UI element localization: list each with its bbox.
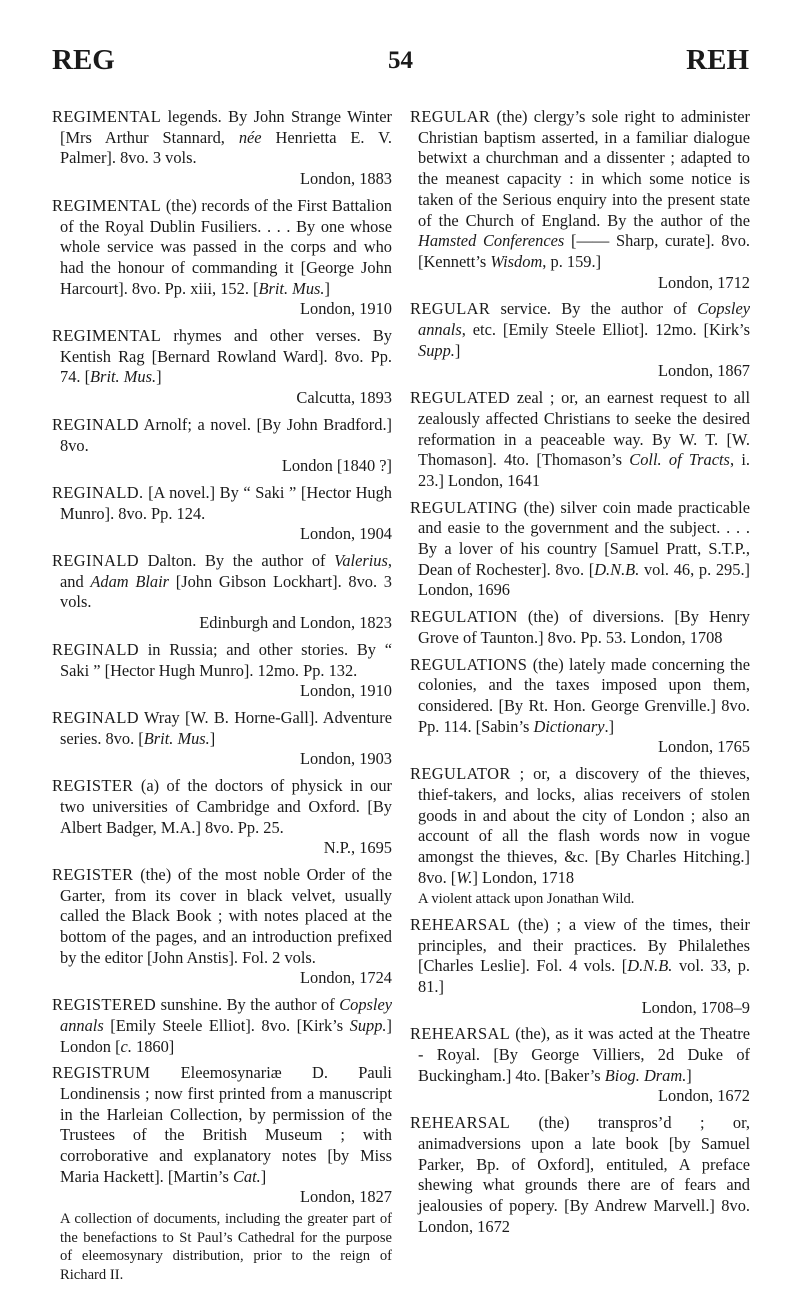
entry-text [410,107,750,273]
bibliography-entry [410,498,750,602]
entry-text-run: [—— Sharp, curate]. 8vo. [Kennett’s [418,231,750,271]
entry-text [52,326,392,388]
entry-headword: REGISTER [52,864,134,884]
entry-text-run: (the) records of the First Battalion of the Royal Dublin Fusiliers. . . . By one whose whole service was passed in the corps and who had the honour of commanding it [George John Harcourt]. 8vo. Pp. xiii, 152. [ [60,195,392,298]
entry-text-run: (the) of diversions. [By Henry Grove of Taunton.] 8vo. Pp. 53. London, 1708 [418,607,750,647]
entry-text-run: legends. By John Strange Winter [Mrs Arthur Stannard, [60,107,392,147]
bibliography-entry [410,1024,750,1107]
entry-text-run: Dictionary [533,716,605,736]
entry-text-run: Wisdom [490,251,543,271]
entry-text-run: ; or, a discovery of the thieves, thief-takers, and locks, alias receivers of stolen goods in and about the city of London ; also an account of all the flash words now in vogue amongst the thieves, &c. [By Charles Hitching.] 8vo. [ [418,764,750,887]
entry-headword: REGINALD [52,414,139,434]
entry-text [52,551,392,613]
entry-imprint: London, 1708–9 [641,997,750,1017]
entry-text-run: Eleemosynariæ D. Pauli Londinensis ; now first printed from a manuscript in the Harleian Collection, by permission of the Trustees of the British Museum ; with corroborative and explanatory notes [by Miss Maria Hackett]. [Martin’s [60,1063,392,1186]
entry-text-run: Brit. Mus. [90,367,157,387]
entry-text [52,414,392,456]
entry-headword: REHEARSAL [410,1024,511,1044]
entry-text-run: Copsley annals [60,995,392,1035]
entry-imprint: N.P., 1695 [323,838,392,858]
entry-text-run: rhymes and other verses. By Kentish Rag [Bernard Rowland Ward]. 8vo. Pp. 74. [ [60,326,392,387]
entry-headword: REGULATION [410,607,518,627]
entry-text [410,764,750,888]
entry-text [410,1113,750,1237]
bibliography-entry [52,551,392,634]
left-column [52,107,392,1290]
entry-text-run: Biog. Dram. [604,1065,687,1085]
entry-text-run: zeal ; or, an earnest request to all zealously affected Christians to seeke the desired reformation in a peaceable way. By W. T. [W. Thomason]. 4to. [Thomason’s [418,388,750,470]
bibliography-entry [52,483,392,545]
bibliography-entry [410,1113,750,1237]
entry-imprint: London, 1903 [300,749,392,769]
bibliography-entry [410,107,750,293]
entry-note: A collection of documents, including the greater part of the benefactions to St Paul’s Cathedral for the purpose of eleemosynary distribution, prior to the reign of Richard II. [60,1211,392,1283]
entry-imprint: London, 1724 [300,968,392,988]
entry-headword: REGISTERED [52,995,157,1015]
entry-text-run: vol. 46, p. 295.] London, 1696 [418,559,750,600]
entry-text-run: Wray [W. B. Horne-Gall]. Adventure series. 8vo. [ [60,707,392,748]
entry-imprint: London, 1672 [658,1086,750,1106]
entry-headword: REGINALD [52,639,139,659]
entry-text-run: Cat. [232,1166,261,1186]
entry-imprint: London, 1904 [300,524,392,544]
bibliography-entry [410,388,750,492]
entry-headword: REGIMENTAL [52,107,162,126]
entry-headword: REGINALD [52,551,139,571]
right-column [410,107,750,1243]
entry-text-run: Supp. [349,1015,387,1035]
bibliography-entry [52,640,392,702]
entry-text [410,299,750,361]
entry-text-run: Henrietta E. V. Palmer]. 8vo. 3 vols. [60,127,392,168]
entry-headword: REGINALD [52,707,139,727]
entry-text-run: D.N.B. [594,559,640,579]
entry-text-run: Brit. Mus. [258,278,325,298]
entry-headword: REGISTRUM [52,1063,151,1083]
entry-note: A violent attack upon Jonathan Wild. [418,891,635,908]
bibliography-entry [410,607,750,648]
entry-headword: REHEARSAL [410,914,511,934]
entry-text-run: née [238,127,262,147]
entry-text-run: W. [456,867,473,887]
header-left-word: REG [52,44,115,76]
entry-text-run: (the) ; a view of the times, their principles, and their practices. By Philalethes [Charles Leslie]. Fol. 4 vols. [ [418,914,750,976]
bibliography-entry [52,107,392,190]
bibliography-entry [52,708,392,770]
bibliography-entry [52,1063,392,1284]
entry-text-run: , p. 159.] [542,251,602,271]
entry-imprint: London, 1883 [300,169,392,189]
entry-text [52,864,392,969]
bibliography-entry [52,196,392,320]
page-header [52,44,749,84]
entry-text-run: (the) transpros’d ; or, animadversions upon a late book [by Samuel Parker, Bp. of Oxford], entituled, A preface shewing what grounds there are of fears and jealousies of popery. [By Andrew Marvell.] 8vo. London, 1672 [418,1113,750,1236]
bibliography-entry [410,764,750,909]
entry-text [52,707,392,749]
entry-text-run: [A novel.] By “ Saki ” [Hector Hugh Munro]. 8vo. Pp. 124. [60,482,392,523]
entry-text-run: (the) clergy’s sole right to administer Christian baptism asserted, in a familiar dialogue betwixt a churchman and a dissenter ; adapted to the meanest capacity : in which some notice is taken of the Serious enquiry into the present state of the Church of England. By the author of the [418,107,750,230]
entry-text-run: sunshine. By the author of [156,995,340,1015]
entry-headword: REHEARSAL [410,1113,511,1133]
entry-text-run: Brit. Mus. [143,728,210,748]
entry-headword: REGIMENTAL [52,195,162,215]
entry-headword: REGULATOR [410,764,511,784]
bibliography-entry [52,326,392,409]
entry-imprint: London, 1827 [300,1187,392,1207]
entry-text-run: in Russia; and other stories. By “ Saki ” [Hector Hugh Munro]. 12mo. Pp. 132. [60,639,392,680]
entry-text [52,107,392,169]
entry-imprint: Calcutta, 1893 [296,388,392,408]
entry-text [52,639,392,681]
entry-text-run: Hamsted Conferences [418,231,565,251]
entry-text-run: , and [60,551,392,591]
entry-text-run: Coll. of Tracts [629,450,730,470]
entry-text-run: ] [454,340,461,360]
entry-text-run: [John Gibson Lockhart]. 8vo. 3 vols. [60,571,392,612]
entry-imprint: Edinburgh and London, 1823 [199,613,392,633]
entry-headword: REGULAR [410,107,491,126]
entry-text [410,607,750,648]
entry-headword: REGULAR [410,299,491,319]
entry-text-run: [Emily Steele Elliot]. 8vo. [Kirk’s [103,1015,350,1035]
entry-text [410,914,750,998]
entry-text-run: ] [156,367,162,387]
bibliography-entry [410,655,750,759]
entry-text-run: Valerius [334,551,388,571]
entry-imprint: London, 1867 [658,361,750,381]
entry-headword: REGISTER [52,776,134,796]
entry-imprint: London, 1910 [300,681,392,701]
entry-text-run: .] [604,716,615,736]
bibliography-entry [52,865,392,989]
entry-text-run: (the) silver coin made practicable and easie to the government and the subject. . . . By a lover of his country [Samuel Pratt, S.T.P., Dean of Rochester]. 8vo. [ [418,497,750,579]
entry-headword: REGULATING [410,497,518,517]
entry-text-run: (a) of the doctors of physick in our two universities of Cambridge and Oxford. [By Albert Badger, M.A.] 8vo. Pp. 25. [60,776,392,837]
entry-text-run: D.N.B. [627,956,673,976]
entry-text [410,654,750,738]
entry-text-run: , etc. [Emily Steele Elliot]. 12mo. [Kirk’s [461,320,750,340]
entry-text-run: ] [260,1166,267,1186]
entry-text-run: (the) of the most noble Order of the Garter, from its cover in black velvet, usually called the Black Book ; with notes placed at the bottom of the pages, and an introduction prefixed by the editor [John Anstis]. Fol. 2 vols. [60,864,392,967]
entry-headword: REGINALD. [52,482,144,502]
entry-text [52,482,392,524]
entry-text-run: ] [209,728,216,748]
entry-text-run: Arnolf; a novel. [By John Bradford.] 8vo. [60,414,392,455]
bibliography-entry [410,299,750,382]
entry-text [52,995,392,1057]
entry-text-run: vol. 33, p. 81.] [418,956,750,996]
bibliography-entry [52,415,392,477]
entry-text [410,1024,750,1086]
entry-text-run: ] [686,1065,692,1085]
entry-text-run: Adam Blair [90,571,170,591]
entry-imprint: London, 1910 [300,299,392,319]
entry-text-run: Supp. [418,340,455,360]
entry-imprint: London, 1712 [658,272,750,292]
entry-text-run: 1860] [131,1036,175,1056]
entry-imprint: London, 1765 [658,737,750,757]
entry-text [410,388,750,492]
entry-text-run: , i. 23.] London, 1641 [418,450,750,490]
entry-text-run: Dalton. By the author of [138,551,335,571]
entry-text-run: (the), as it was acted at the Theatre - Royal. [By George Villiers, 2d Duke of Buckingham.] 4to. [Baker’s [418,1024,750,1085]
entry-text-run: c. [120,1036,132,1056]
entry-text-run: service. By the author of [490,299,698,319]
entry-text-run: ] [324,278,330,298]
entry-text-run: ] London, 1718 [472,867,575,887]
page-number: 54 [388,47,413,74]
bibliography-entry [52,776,392,859]
entry-text-run: (the) lately made concerning the colonies, and the taxes imposed upon them, considered. [By Rt. Hon. George Grenville.] 8vo. Pp. 114. [Sabin’s [418,654,750,736]
entry-text [52,776,392,838]
bibliography-entry [52,995,392,1057]
entry-text [410,497,750,602]
entry-imprint: London [1840 ?] [281,456,392,476]
entry-text-run: ] London [ [60,1015,392,1056]
entry-text [52,1063,392,1187]
bibliography-entry [410,915,750,1019]
header-right-word: REH [686,44,749,76]
entry-headword: REGULATED [410,388,511,408]
entry-text-run: Copsley annals [418,299,750,340]
entry-headword: REGIMENTAL [52,326,162,346]
entry-headword: REGULATIONS [410,654,528,674]
entry-text [52,195,392,300]
